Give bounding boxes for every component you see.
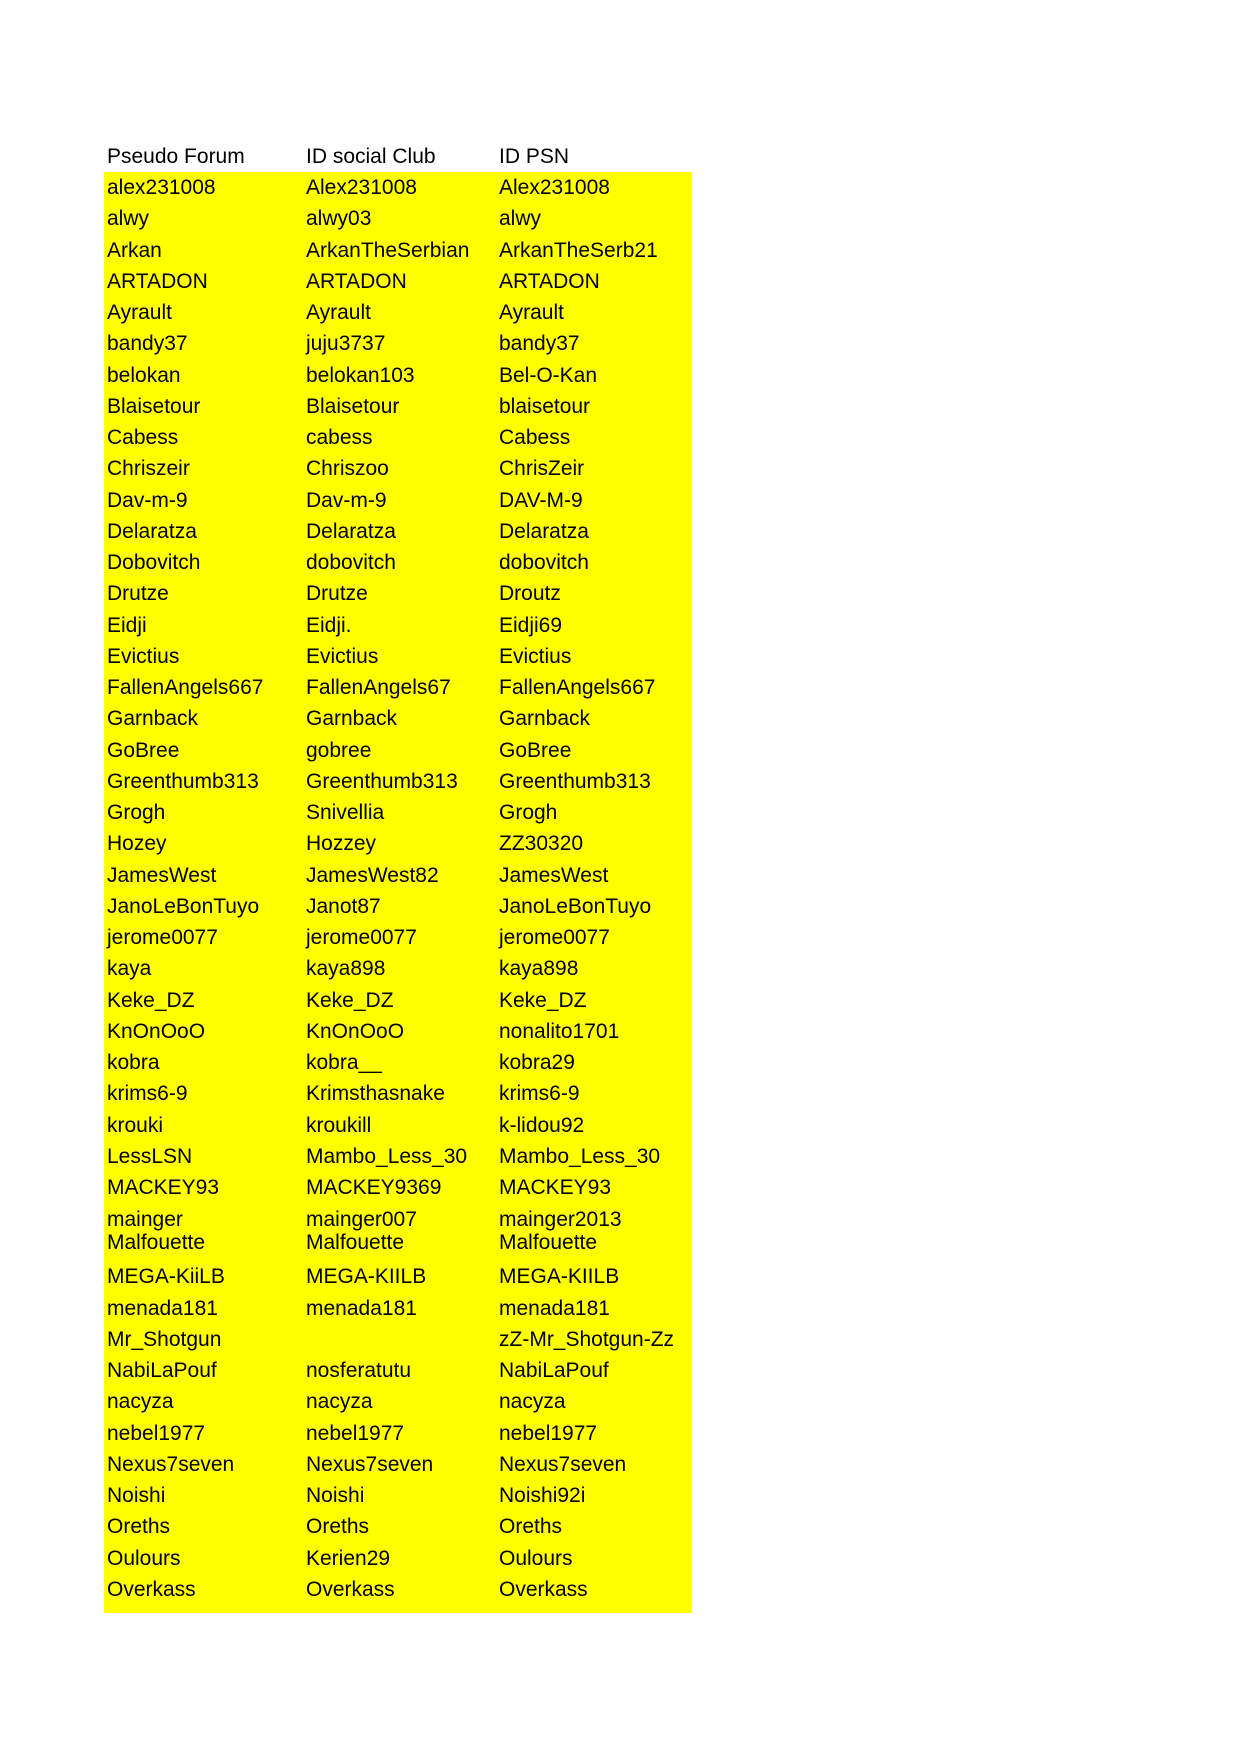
table-row <box>104 922 692 953</box>
cell-pseudo-forum: MEGA-KiiLB <box>107 1265 225 1289</box>
cell-id-psn: Cabess <box>499 426 571 450</box>
header-row <box>104 140 692 172</box>
cell-pseudo-forum: Keke_DZ <box>107 988 195 1012</box>
cell-pseudo-forum: alex231008 <box>107 176 216 200</box>
column-header-id-social-club: ID social Club <box>306 144 436 168</box>
table-row <box>104 391 692 422</box>
cell-pseudo-forum: Hozey <box>107 832 167 856</box>
cell-id-psn: Nexus7seven <box>499 1452 627 1476</box>
table-row <box>104 1232 692 1261</box>
cell-id-psn: ARTADON <box>499 269 600 293</box>
cell-id-psn: DAV-M-9 <box>499 488 583 512</box>
cell-id-psn: Oulours <box>499 1546 573 1570</box>
table-row <box>104 453 692 484</box>
cell-id-psn: Droutz <box>499 582 561 606</box>
cell-id-social-club: juju3737 <box>306 332 386 356</box>
table-row <box>104 266 692 297</box>
cell-id-psn: nacyza <box>499 1390 566 1414</box>
cell-id-psn: menada181 <box>499 1296 610 1320</box>
table-row <box>104 1016 692 1047</box>
cell-pseudo-forum: Arkan <box>107 238 162 262</box>
cell-id-psn: Noishi92i <box>499 1484 586 1508</box>
table-row <box>104 235 692 266</box>
cell-id-social-club: alwy03 <box>306 207 372 231</box>
cell-pseudo-forum: kaya <box>107 957 152 981</box>
cell-id-social-club: Eidji. <box>306 613 352 637</box>
cell-pseudo-forum: alwy <box>107 207 150 231</box>
cell-pseudo-forum: nebel1977 <box>107 1421 206 1445</box>
cell-id-psn: alwy <box>499 207 542 231</box>
cell-id-social-club: Snivellia <box>306 801 385 825</box>
cell-pseudo-forum: Eidji <box>107 613 147 637</box>
column-header-id-psn: ID PSN <box>499 144 570 168</box>
table-row <box>104 1449 692 1480</box>
cell-pseudo-forum: kobra <box>107 1051 160 1075</box>
cell-id-social-club: Delaratza <box>306 519 396 543</box>
cell-id-social-club: FallenAngels67 <box>306 676 451 700</box>
cell-id-psn: Bel-O-Kan <box>499 363 598 387</box>
cell-id-social-club: Janot87 <box>306 894 381 918</box>
cell-id-social-club: MEGA-KIILB <box>306 1265 427 1289</box>
table-row <box>104 672 692 703</box>
cell-pseudo-forum: Delaratza <box>107 519 197 543</box>
cell-id-psn: Ayrault <box>499 301 564 325</box>
cell-id-social-club: mainger007 <box>306 1208 417 1232</box>
cell-pseudo-forum: bandy37 <box>107 332 188 356</box>
cell-id-social-club: Alex231008 <box>306 176 417 200</box>
cell-id-social-club: Blaisetour <box>306 394 400 418</box>
table-row <box>104 1047 692 1078</box>
cell-id-social-club: belokan103 <box>306 363 415 387</box>
cell-id-social-club: dobovitch <box>306 551 396 575</box>
table-row <box>104 1078 692 1109</box>
table-row <box>104 1203 692 1232</box>
table-row <box>104 735 692 766</box>
cell-pseudo-forum: Blaisetour <box>107 394 201 418</box>
cell-id-psn: krims6-9 <box>499 1082 580 1106</box>
cell-id-psn: nonalito1701 <box>499 1019 620 1043</box>
cell-pseudo-forum: ARTADON <box>107 269 208 293</box>
cell-pseudo-forum: Evictius <box>107 644 180 668</box>
table-row <box>104 797 692 828</box>
cell-id-social-club: Dav-m-9 <box>306 488 387 512</box>
table-row <box>104 1261 692 1292</box>
table-row <box>104 891 692 922</box>
cell-id-social-club: kaya898 <box>306 957 386 981</box>
cell-pseudo-forum: Oulours <box>107 1546 181 1570</box>
table-row <box>104 516 692 547</box>
cell-id-social-club: Krimsthasnake <box>306 1082 445 1106</box>
cell-id-psn: kobra29 <box>499 1051 575 1075</box>
cell-id-social-club: Hozzey <box>306 832 377 856</box>
cell-pseudo-forum: Grogh <box>107 801 166 825</box>
cell-pseudo-forum: Chriszeir <box>107 457 190 481</box>
cell-id-social-club: ARTADON <box>306 269 407 293</box>
table-row <box>104 1355 692 1386</box>
cell-id-psn: Malfouette <box>499 1231 598 1255</box>
cell-id-psn: nebel1977 <box>499 1421 598 1445</box>
table-row <box>104 1293 692 1324</box>
cell-id-psn: Eidji69 <box>499 613 563 637</box>
cell-id-psn: jerome0077 <box>499 926 610 950</box>
table-row <box>104 485 692 516</box>
cell-pseudo-forum: MACKEY93 <box>107 1176 220 1200</box>
cell-id-social-club: MACKEY9369 <box>306 1176 442 1200</box>
cell-pseudo-forum: JanoLeBonTuyo <box>107 894 260 918</box>
cell-id-psn: mainger2013 <box>499 1208 622 1232</box>
table-row <box>104 1480 692 1511</box>
cell-id-social-club: Evictius <box>306 644 379 668</box>
cell-id-social-club: jerome0077 <box>306 926 417 950</box>
cell-pseudo-forum: Mr_Shotgun <box>107 1327 222 1351</box>
cell-id-psn: Alex231008 <box>499 176 610 200</box>
cell-id-social-club: gobree <box>306 738 372 762</box>
cell-id-social-club: Chriszoo <box>306 457 389 481</box>
cell-id-psn: Delaratza <box>499 519 589 543</box>
spreadsheet <box>104 140 692 1613</box>
cell-id-psn: ChrisZeir <box>499 457 585 481</box>
cell-pseudo-forum: Greenthumb313 <box>107 769 259 793</box>
cell-pseudo-forum: Garnback <box>107 707 199 731</box>
cell-pseudo-forum: nacyza <box>107 1390 174 1414</box>
cell-id-psn: Overkass <box>499 1577 588 1601</box>
cell-id-social-club: Garnback <box>306 707 398 731</box>
cell-pseudo-forum: FallenAngels667 <box>107 676 264 700</box>
cell-id-psn: JamesWest <box>499 863 609 887</box>
cell-pseudo-forum: LessLSN <box>107 1144 193 1168</box>
cell-id-social-club: Malfouette <box>306 1231 405 1255</box>
cell-id-social-club: Keke_DZ <box>306 988 394 1012</box>
cell-pseudo-forum: menada181 <box>107 1296 218 1320</box>
table-row <box>104 641 692 672</box>
cell-id-psn: Grogh <box>499 801 558 825</box>
cell-id-social-club: Mambo_Less_30 <box>306 1144 468 1168</box>
cell-id-psn: FallenAngels667 <box>499 676 656 700</box>
cell-id-social-club: nebel1977 <box>306 1421 405 1445</box>
cell-id-social-club: KnOnOoO <box>306 1019 405 1043</box>
table-row <box>104 1172 692 1203</box>
cell-id-psn: NabiLaPouf <box>499 1359 609 1383</box>
cell-pseudo-forum: Dobovitch <box>107 551 201 575</box>
cell-id-psn: Oreths <box>499 1515 563 1539</box>
cell-id-social-club: Overkass <box>306 1577 395 1601</box>
table-row <box>104 1418 692 1449</box>
cell-id-social-club: menada181 <box>306 1296 417 1320</box>
table-row <box>104 953 692 984</box>
cell-id-social-club: kroukill <box>306 1113 372 1137</box>
cell-id-psn: MACKEY93 <box>499 1176 612 1200</box>
cell-id-social-club: Noishi <box>306 1484 365 1508</box>
column-header-pseudo-forum: Pseudo Forum <box>107 144 245 168</box>
cell-pseudo-forum: belokan <box>107 363 181 387</box>
cell-id-psn: JanoLeBonTuyo <box>499 894 652 918</box>
cell-id-social-club: Greenthumb313 <box>306 769 458 793</box>
cell-id-social-club: cabess <box>306 426 373 450</box>
cell-id-psn: bandy37 <box>499 332 580 356</box>
table-row <box>104 328 692 359</box>
cell-id-psn: ZZ30320 <box>499 832 584 856</box>
table-row <box>104 1110 692 1141</box>
cell-id-psn: kaya898 <box>499 957 579 981</box>
cell-id-psn: zZ-Mr_Shotgun-Zz <box>499 1327 675 1351</box>
cell-id-psn: ArkanTheSerb21 <box>499 238 658 262</box>
cell-id-social-club: ArkanTheSerbian <box>306 238 470 262</box>
highlight-tail <box>104 1605 692 1613</box>
cell-pseudo-forum: GoBree <box>107 738 180 762</box>
cell-pseudo-forum: mainger <box>107 1208 183 1232</box>
table-row <box>104 297 692 328</box>
table-row <box>104 1386 692 1417</box>
cell-id-social-club: Ayrault <box>306 301 371 325</box>
cell-id-psn: GoBree <box>499 738 572 762</box>
table-row <box>104 828 692 859</box>
table-body <box>104 172 692 1605</box>
table-row <box>104 422 692 453</box>
table-row <box>104 547 692 578</box>
table-row <box>104 1574 692 1605</box>
table-row <box>104 203 692 234</box>
cell-id-social-club: Nexus7seven <box>306 1452 434 1476</box>
table-row <box>104 578 692 609</box>
cell-pseudo-forum: NabiLaPouf <box>107 1359 217 1383</box>
table-row <box>104 1543 692 1574</box>
cell-pseudo-forum: krouki <box>107 1113 164 1137</box>
cell-id-psn: Mambo_Less_30 <box>499 1144 661 1168</box>
cell-pseudo-forum: krims6-9 <box>107 1082 188 1106</box>
table-row <box>104 985 692 1016</box>
cell-id-psn: dobovitch <box>499 551 589 575</box>
cell-id-psn: Keke_DZ <box>499 988 587 1012</box>
cell-pseudo-forum: Dav-m-9 <box>107 488 188 512</box>
cell-pseudo-forum: JamesWest <box>107 863 217 887</box>
cell-id-social-club: Drutze <box>306 582 368 606</box>
cell-id-social-club: Oreths <box>306 1515 370 1539</box>
cell-pseudo-forum: Oreths <box>107 1515 171 1539</box>
table-row <box>104 1324 692 1355</box>
cell-pseudo-forum: Ayrault <box>107 301 172 325</box>
cell-pseudo-forum: Cabess <box>107 426 179 450</box>
cell-id-psn: k-lidou92 <box>499 1113 585 1137</box>
table-row <box>104 766 692 797</box>
cell-pseudo-forum: Malfouette <box>107 1231 206 1255</box>
table-row <box>104 172 692 203</box>
cell-id-social-club: kobra__ <box>306 1051 382 1075</box>
cell-pseudo-forum: Drutze <box>107 582 169 606</box>
table-row <box>104 610 692 641</box>
cell-id-psn: Evictius <box>499 644 572 668</box>
cell-id-psn: MEGA-KIILB <box>499 1265 620 1289</box>
cell-pseudo-forum: Noishi <box>107 1484 166 1508</box>
cell-id-psn: blaisetour <box>499 394 591 418</box>
cell-pseudo-forum: KnOnOoO <box>107 1019 206 1043</box>
cell-pseudo-forum: Nexus7seven <box>107 1452 235 1476</box>
cell-id-psn: Greenthumb313 <box>499 769 651 793</box>
cell-pseudo-forum: jerome0077 <box>107 926 218 950</box>
table-row <box>104 860 692 891</box>
table-row <box>104 1141 692 1172</box>
cell-id-social-club: nacyza <box>306 1390 373 1414</box>
cell-id-social-club: JamesWest82 <box>306 863 439 887</box>
cell-id-social-club: Kerien29 <box>306 1546 391 1570</box>
table-row <box>104 1511 692 1542</box>
table-row <box>104 703 692 734</box>
cell-pseudo-forum: Overkass <box>107 1577 196 1601</box>
cell-id-social-club: nosferatutu <box>306 1359 412 1383</box>
cell-id-psn: Garnback <box>499 707 591 731</box>
table-row <box>104 360 692 391</box>
